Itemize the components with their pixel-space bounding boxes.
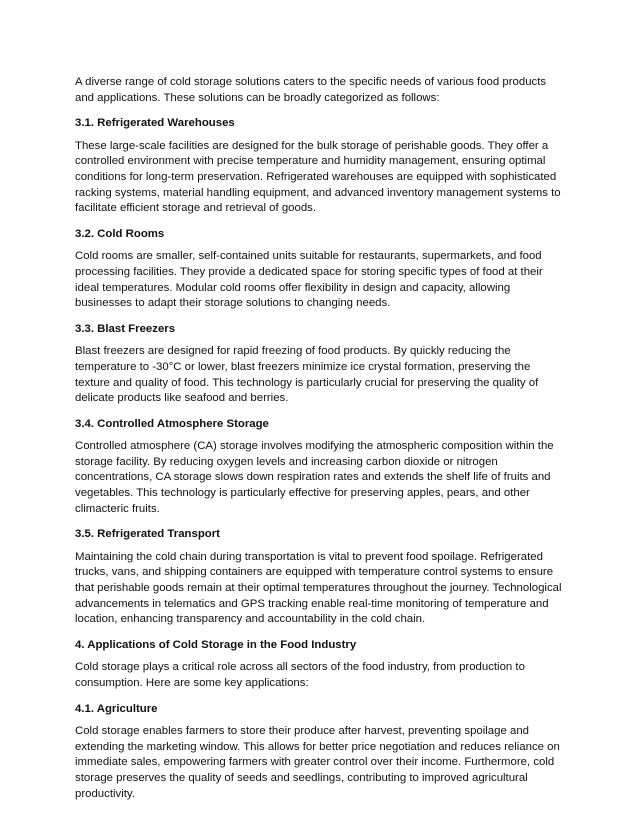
- section-blast-freezers: [75, 322, 566, 407]
- section-paragraph: Cold storage enables farmers to store their produce after harvest, preventing spoilage and extending the marketing window. This allows for better price negotiation and reduces reliance on immediate sales, empowering farmers with greater control over their income. Furthermore, cold storage preserves the quality of seeds and seedlings, contributing to improved agricultural productivity.: [75, 725, 560, 800]
- section-paragraph: Cold rooms are smaller, self-contained units suitable for restaurants, supermarkets, and food processing facilities. They provide a dedicated space for storing specific types of food at their ideal temperatures. Modular cold rooms offer flexibility in design and capacity, allowing businesses to adapt their storage solutions to changing needs.: [75, 250, 543, 310]
- section-heading: 4.1. Agriculture: [75, 702, 158, 715]
- section-heading: 3.2. Cold Rooms: [75, 227, 165, 240]
- intro-paragraph: A diverse range of cold storage solutions caters to the specific needs of various food products and applications. These solutions can be broadly categorized as follows:: [75, 76, 547, 104]
- section-controlled-atmosphere-storage: [75, 417, 566, 518]
- section-heading: 3.4. Controlled Atmosphere Storage: [75, 417, 269, 430]
- section-heading: 4. Applications of Cold Storage in the Food Industry: [75, 638, 357, 651]
- section-refrigerated-transport: [75, 527, 566, 628]
- section-paragraph: Cold storage plays a critical role across all sectors of the food industry, from production to consumption. Here are some key applications:: [75, 661, 525, 689]
- section-heading: 3.3. Blast Freezers: [75, 322, 176, 335]
- section-applications: [75, 638, 566, 692]
- section-heading: 3.5. Refrigerated Transport: [75, 528, 220, 541]
- section-paragraph: Controlled atmosphere (CA) storage involves modifying the atmospheric composition within the storage facility. By reducing oxygen levels and increasing carbon dioxide or nitrogen concentrations, CA storage slows down respiration rates and extends the shelf life of fruits and vegetables. This technology is particularly effective for preserving apples, pears, and other climacteric fruits.: [75, 440, 554, 515]
- section-agriculture: [75, 702, 566, 803]
- section-refrigerated-warehouses: [75, 116, 566, 217]
- section-heading: 3.1. Refrigerated Warehouses: [75, 117, 235, 130]
- section-paragraph: Maintaining the cold chain during transportation is vital to prevent food spoilage. Refrigerated trucks, vans, and shipping containers are equipped with temperature control systems to ensure that perishable goods remain at their optimal temperatures throughout the journey. Technological advancements in telematics and GPS tracking enable real-time monitoring of temperature and location, enhancing transparency and accountability in the cold chain.: [75, 550, 562, 626]
- section-paragraph: Blast freezers are designed for rapid freezing of food products. By quickly reducing the temperature to -30°C or lower, blast freezers minimize ice crystal formation, preserving the texture and quality of food. This technology is particularly crucial for preserving the quality of delicate products like seafood and berries.: [75, 345, 539, 405]
- section-cold-rooms: [75, 227, 566, 312]
- section-paragraph: These large-scale facilities are designed for the bulk storage of perishable goods. They offer a controlled environment with precise temperature and humidity management, ensuring optimal conditions for long-term preservation. Refrigerated warehouses are equipped with sophisticated racking systems, material handling equipment, and advanced inventory management systems to facilitate efficient storage and retrieval of goods.: [75, 139, 561, 215]
